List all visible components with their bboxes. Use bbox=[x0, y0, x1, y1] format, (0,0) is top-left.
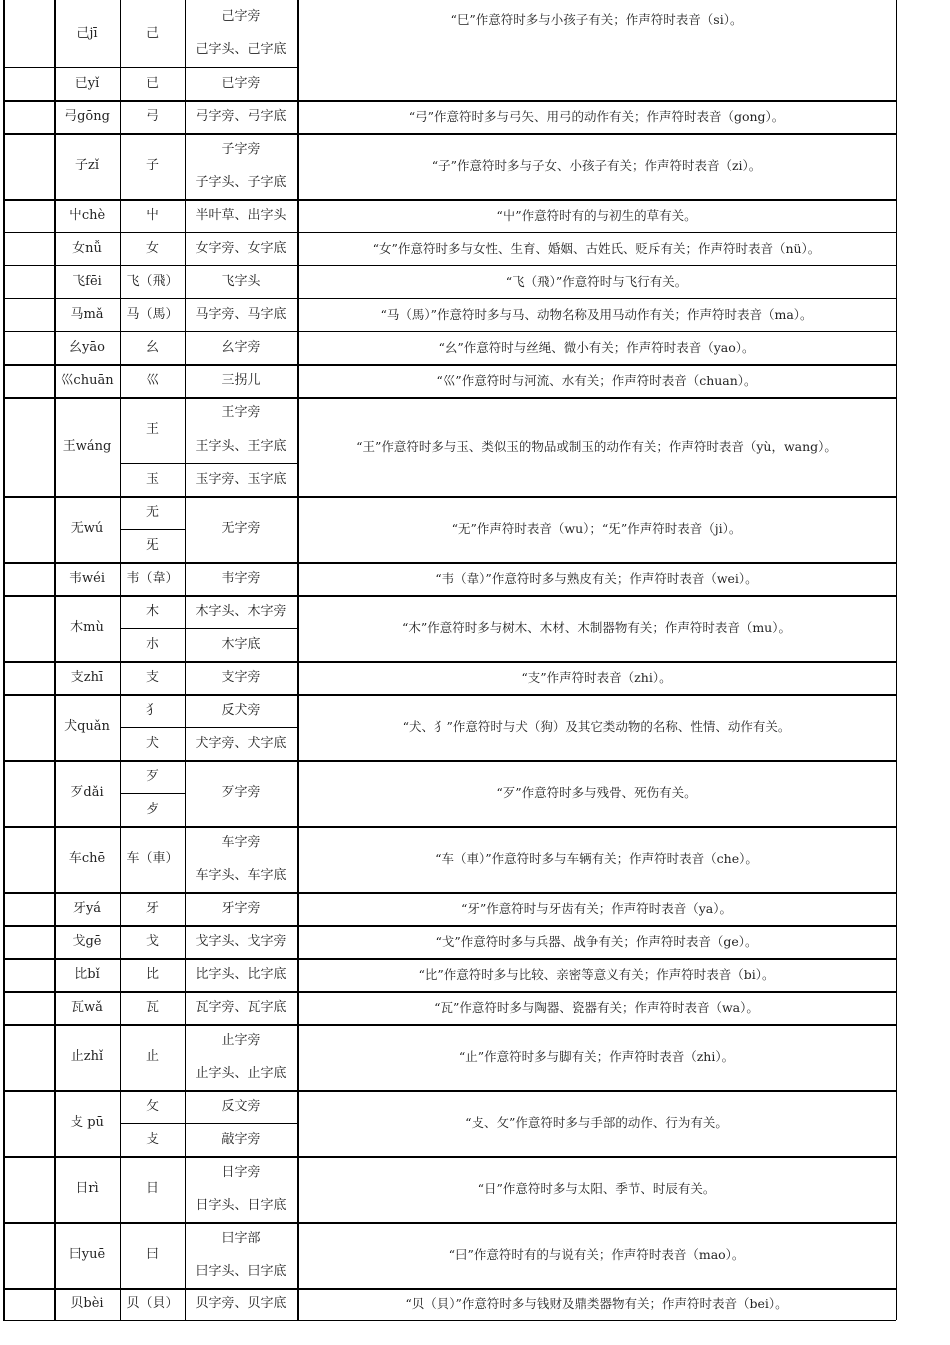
radical-position: 瓦字旁、瓦字底 bbox=[195, 1000, 287, 1015]
radical-form: 犭 bbox=[145, 703, 159, 718]
radical-name: 瓦wǎ bbox=[71, 1000, 103, 1015]
radical-position: 日字头、日字底 bbox=[195, 1198, 287, 1213]
radical-form: 马（馬） bbox=[126, 307, 179, 322]
radical-form: 女 bbox=[145, 241, 159, 256]
radical-position: 曰字头、曰字底 bbox=[195, 1264, 287, 1279]
row-line bbox=[3, 1222, 896, 1224]
radical-form: 玉 bbox=[145, 472, 159, 487]
form-divider bbox=[120, 628, 297, 629]
column-divider bbox=[120, 0, 121, 1320]
radical-name: 韦wéi bbox=[69, 571, 105, 586]
radical-name: 飞fēi bbox=[72, 274, 102, 289]
radical-description: “女”作意符时多与女性、生育、婚姻、古姓氏、贬斥有关；作声符时表音（nü）。 bbox=[372, 241, 821, 256]
radical-position: 木字底 bbox=[221, 637, 261, 652]
radical-position: 半叶草、出字头 bbox=[195, 208, 287, 223]
radical-description: “止”作意符时多与脚有关；作声符时表音（zhi）。 bbox=[458, 1049, 735, 1064]
radical-description: “子”作意符时多与子女、小孩子有关；作声符时表音（zi）。 bbox=[431, 158, 762, 173]
row-line bbox=[3, 1156, 896, 1158]
radical-description: “幺”作意符时与丝绳、微小有关；作声符时表音（yao）。 bbox=[438, 340, 755, 355]
table-border-right bbox=[896, 0, 897, 1320]
form-divider bbox=[120, 529, 185, 530]
row-line bbox=[3, 1288, 896, 1290]
radical-name: 已yǐ bbox=[74, 76, 100, 91]
radical-description: “支”作声符时表音（zhi）。 bbox=[521, 670, 672, 685]
radical-position: 马字旁、马字底 bbox=[195, 307, 287, 322]
radical-name: 女nǚ bbox=[72, 241, 102, 256]
radical-position: 无字旁 bbox=[221, 521, 261, 536]
radical-position: 犬字旁、犬字底 bbox=[195, 736, 287, 751]
row-line bbox=[3, 892, 896, 894]
merged-cell-mask bbox=[299, 66, 896, 69]
radical-form: 攵 bbox=[145, 1099, 159, 1114]
radical-name: 己jī bbox=[76, 26, 98, 41]
radical-form: 日 bbox=[145, 1181, 159, 1196]
row-line bbox=[3, 958, 896, 960]
row-line bbox=[3, 298, 896, 299]
radical-description: “飞（飛）”作意符时与飞行有关。 bbox=[505, 274, 688, 289]
radical-form: 屮 bbox=[145, 208, 159, 223]
form-divider bbox=[120, 1123, 297, 1124]
radical-name: 王wáng bbox=[62, 439, 112, 454]
radical-form: 无 bbox=[145, 505, 159, 520]
row-line bbox=[3, 364, 896, 366]
radical-position: 三拐儿 bbox=[221, 373, 261, 388]
radical-name: 曰yuē bbox=[68, 1247, 106, 1262]
radical-form: 贝（貝） bbox=[126, 1296, 179, 1311]
radical-position: 车字头、车字底 bbox=[195, 868, 287, 883]
radical-table bbox=[3, 0, 896, 1320]
radical-position: 木字头、木字旁 bbox=[195, 604, 287, 619]
radical-description: “王”作意符时多与玉、类似玉的物品或制玉的动作有关；作声符时表音（yù，wang）。 bbox=[356, 439, 837, 454]
form-divider bbox=[120, 727, 297, 728]
radical-form: 攴 bbox=[145, 1132, 159, 1147]
radical-position: 反犬旁 bbox=[221, 703, 261, 718]
radical-position: 女字旁、女字底 bbox=[195, 241, 287, 256]
radical-description: “日”作意符时多与太阳、季节、时辰有关。 bbox=[477, 1181, 716, 1196]
radical-name: 屮chè bbox=[68, 208, 106, 223]
radical-form: 止 bbox=[145, 1049, 159, 1064]
radical-form: 韦（韋） bbox=[126, 571, 179, 586]
radical-name: 攴 pū bbox=[70, 1115, 104, 1130]
row-line bbox=[3, 232, 896, 233]
radical-form: 弓 bbox=[145, 109, 159, 124]
radical-name: 止zhǐ bbox=[70, 1049, 104, 1064]
row-line bbox=[3, 694, 896, 696]
radical-description: “弓”作意符时多与弓矢、用弓的动作有关；作声符时表音（gong）。 bbox=[408, 109, 785, 124]
radical-position: 幺字旁 bbox=[221, 340, 261, 355]
radical-form: 曰 bbox=[145, 1247, 159, 1262]
radical-name: 子zǐ bbox=[74, 158, 99, 173]
radical-position: 日字旁 bbox=[221, 1165, 261, 1180]
radical-name: 弓gōng bbox=[64, 109, 110, 124]
radical-form: 王 bbox=[145, 422, 159, 437]
radical-form: 旡 bbox=[145, 538, 159, 553]
radical-description: “无”作声符时表音（wu）；“旡”作声符时表音（ji）。 bbox=[451, 521, 742, 536]
radical-name: 无wú bbox=[70, 521, 104, 536]
radical-position: 飞字头 bbox=[221, 274, 261, 289]
row-line bbox=[3, 331, 896, 332]
radical-description: “比”作意符时多与比较、亲密等意义有关；作声符时表音（bi）。 bbox=[418, 967, 775, 982]
radical-form: 车（車） bbox=[126, 851, 179, 866]
radical-name: 车chē bbox=[68, 851, 106, 866]
row-line bbox=[3, 826, 896, 828]
radical-description: “犬、犭”作意符时与犬（狗）及其它类动物的名称、性情、动作有关。 bbox=[402, 719, 791, 734]
radical-position: 韦字旁 bbox=[221, 571, 261, 586]
radical-description: “巳”作意符时多与小孩子有关；作声符时表音（si）。 bbox=[450, 12, 743, 27]
radical-name: 牙yá bbox=[72, 901, 102, 916]
column-divider bbox=[185, 0, 186, 1320]
radical-position: 敲字旁 bbox=[221, 1132, 261, 1147]
radical-form: 子 bbox=[145, 158, 159, 173]
radical-position: 牙字旁 bbox=[221, 901, 261, 916]
radical-position: 已字旁 bbox=[221, 76, 261, 91]
radical-position: 贝字旁、贝字底 bbox=[195, 1296, 287, 1311]
row-line bbox=[3, 133, 896, 135]
radical-name: 比bǐ bbox=[74, 967, 100, 982]
form-divider bbox=[120, 463, 297, 464]
form-divider bbox=[120, 793, 185, 794]
radical-form: 支 bbox=[145, 670, 159, 685]
radical-position: 王字头、王字底 bbox=[195, 439, 287, 454]
radical-description: “戈”作意符时多与兵器、战争有关；作声符时表音（ge）。 bbox=[435, 934, 758, 949]
radical-form: 朩 bbox=[145, 637, 159, 652]
radical-description: “歹”作意符时多与残骨、死伤有关。 bbox=[496, 785, 697, 800]
radical-position: 玉字旁、玉字底 bbox=[195, 472, 287, 487]
radical-form: 牙 bbox=[145, 901, 159, 916]
radical-position: 己字旁 bbox=[221, 9, 261, 24]
table-border-left bbox=[3, 0, 5, 1320]
radical-form: 歹 bbox=[145, 769, 159, 784]
row-line bbox=[3, 1024, 896, 1026]
radical-name: 日rì bbox=[75, 1181, 99, 1196]
radical-position: 曰字部 bbox=[221, 1231, 261, 1246]
radical-position: 反文旁 bbox=[221, 1099, 261, 1114]
radical-position: 歹字旁 bbox=[221, 785, 261, 800]
row-line bbox=[3, 661, 896, 663]
radical-description: “木”作意符时多与树木、木材、木制器物有关；作声符时表音（mu）。 bbox=[402, 620, 791, 635]
radical-form: 巛 bbox=[145, 373, 159, 388]
radical-form: 幺 bbox=[145, 340, 159, 355]
radical-form: 瓦 bbox=[145, 1000, 159, 1015]
radical-form: 己 bbox=[145, 26, 159, 41]
radical-description: “巛”作意符时与河流、水有关；作声符时表音（chuan）。 bbox=[436, 373, 757, 388]
radical-position: 车字旁 bbox=[221, 835, 261, 850]
row-line bbox=[3, 496, 896, 498]
radical-position: 止字头、止字底 bbox=[195, 1066, 287, 1081]
radical-form: 歺 bbox=[145, 802, 159, 817]
radical-position: 戈字头、戈字旁 bbox=[195, 934, 287, 949]
radical-form: 戈 bbox=[145, 934, 159, 949]
radical-position: 子字头、子字底 bbox=[195, 175, 287, 190]
radical-name: 支zhī bbox=[70, 670, 104, 685]
radical-description: “马（馬）”作意符时多与马、动物名称及用马动作有关；作声符时表音（ma）。 bbox=[380, 307, 813, 322]
radical-name: 马mǎ bbox=[70, 307, 104, 322]
row-line bbox=[3, 1090, 896, 1092]
radical-form: 比 bbox=[145, 967, 159, 982]
radical-description: “攴、攵”作意符时多与手部的动作、行为有关。 bbox=[465, 1115, 728, 1130]
radical-name: 巛chuān bbox=[60, 373, 114, 388]
row-line bbox=[3, 595, 896, 597]
row-line bbox=[3, 991, 896, 993]
row-line bbox=[3, 562, 896, 564]
radical-position: 支字旁 bbox=[221, 670, 261, 685]
radical-form: 犬 bbox=[145, 736, 159, 751]
radical-description: “车（車）”作意符时多与车辆有关；作声符时表音（che）。 bbox=[435, 851, 758, 866]
row-line bbox=[3, 760, 896, 762]
radical-description: “瓦”作意符时多与陶器、瓷器有关；作声符时表音（wa）。 bbox=[434, 1000, 759, 1015]
radical-position: 弓字旁、弓字底 bbox=[195, 109, 287, 124]
radical-description: “曰”作意符时有的与说有关；作声符时表音（mao）。 bbox=[448, 1247, 745, 1262]
row-line bbox=[3, 199, 896, 201]
radical-form: 已 bbox=[145, 76, 159, 91]
radical-position: 己字头、己字底 bbox=[195, 42, 287, 57]
radical-name: 贝bèi bbox=[70, 1296, 104, 1311]
row-line bbox=[3, 1320, 896, 1321]
row-line bbox=[3, 100, 896, 102]
radical-name: 戈gē bbox=[72, 934, 102, 949]
radical-position: 止字旁 bbox=[221, 1033, 261, 1048]
radical-description: “牙”作意符时与牙齿有关；作声符时表音（ya）。 bbox=[460, 901, 733, 916]
radical-description: “韦（韋）”作意符时多与熟皮有关；作声符时表音（wei）。 bbox=[435, 571, 758, 586]
row-line bbox=[3, 397, 896, 399]
radical-name: 幺yāo bbox=[69, 340, 105, 355]
row-line bbox=[3, 265, 896, 266]
radical-name: 犬quǎn bbox=[64, 719, 110, 734]
radical-position: 王字旁 bbox=[221, 405, 261, 420]
row-line bbox=[3, 925, 896, 927]
radical-name: 木mù bbox=[70, 620, 104, 635]
radical-form: 飞（飛） bbox=[126, 274, 179, 289]
radical-description: “贝（貝）”作意符时多与钱财及鼎类器物有关；作声符时表音（bei）。 bbox=[405, 1296, 788, 1311]
radical-position: 子字旁 bbox=[221, 142, 261, 157]
radical-description: “屮”作意符时有的与初生的草有关。 bbox=[496, 208, 697, 223]
radical-form: 木 bbox=[145, 604, 159, 619]
radical-name: 歹dǎi bbox=[70, 785, 104, 800]
radical-position: 比字头、比字底 bbox=[195, 967, 287, 982]
